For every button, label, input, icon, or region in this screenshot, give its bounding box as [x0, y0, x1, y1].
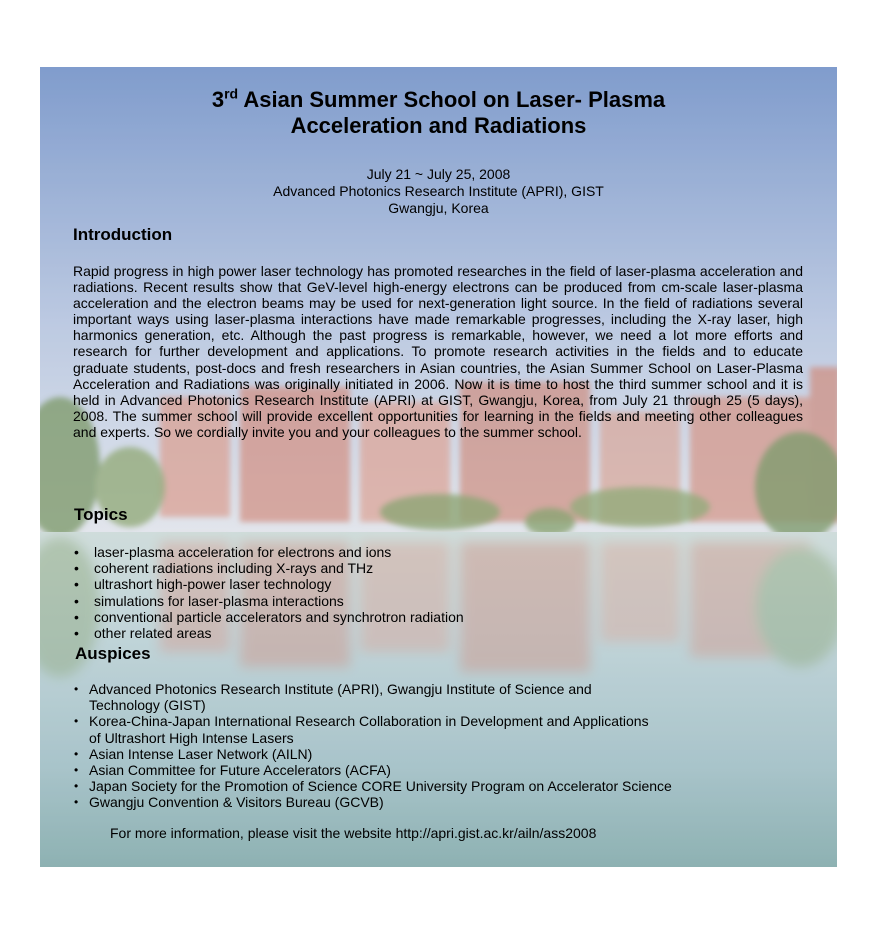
- auspice-line-1: Korea-China-Japan International Research Collaboration in Development and Applications: [89, 713, 649, 730]
- auspice-line-1: Asian Intense Laser Network (AILN): [89, 745, 313, 762]
- list-item: [74, 778, 834, 794]
- footer-text: For more information, please visit the website: [110, 825, 396, 841]
- title-ordinal: 3: [211, 87, 225, 112]
- bullet-icon: •: [74, 795, 79, 810]
- list-item: [74, 609, 464, 625]
- topics-heading: Topics: [74, 505, 128, 524]
- footer-info: [110, 825, 596, 842]
- auspice-line-1: Gwangju Convention & Visitors Bureau (GCVB): [89, 794, 384, 811]
- topic-text: other related areas: [94, 625, 212, 642]
- event-dates: July 21 ~ July 25, 2008: [366, 166, 511, 182]
- event-venue: Advanced Photonics Research Institute (APRI), GIST: [273, 183, 604, 199]
- auspices-list: [74, 681, 834, 811]
- auspices-heading: Auspices: [75, 644, 151, 663]
- bullet-icon: •: [74, 544, 79, 560]
- bullet-icon: •: [74, 592, 79, 609]
- topic-text: conventional particle accelerators and synchrotron radiation: [94, 608, 464, 625]
- bullet-icon: •: [74, 682, 79, 696]
- title-line-2: Acceleration and Radiations: [290, 113, 587, 138]
- list-item: [74, 625, 464, 641]
- list-item: [74, 713, 834, 745]
- topics-list: [74, 544, 464, 641]
- list-item: [74, 560, 464, 576]
- list-item: [74, 681, 834, 713]
- list-item: [74, 746, 834, 762]
- bullet-icon: •: [74, 608, 79, 625]
- bullet-icon: •: [74, 576, 79, 593]
- topic-text: ultrashort high-power laser technology: [94, 576, 332, 593]
- list-item: [74, 576, 464, 592]
- event-details: [40, 166, 837, 217]
- bullet-icon: •: [74, 560, 79, 577]
- topic-text: simulations for laser-plasma interactions: [94, 592, 344, 609]
- website-url: http://apri.gist.ac.kr/ailn/ass2008: [395, 825, 597, 841]
- auspice-line-1: Asian Committee for Future Accelerators (ACFA): [89, 762, 391, 779]
- title-line-1-text: Asian Summer School on Laser- Plasma: [238, 87, 666, 112]
- list-item: [74, 762, 834, 778]
- topic-text: laser-plasma acceleration for electrons and ions: [94, 544, 392, 560]
- title-ordinal-suffix: rd: [224, 85, 239, 102]
- list-item: [74, 794, 834, 810]
- introduction-heading: Introduction: [73, 225, 173, 244]
- title-line-1: [40, 87, 837, 113]
- auspice-line-1: Advanced Photonics Research Institute (APRI), Gwangju Institute of Science and: [89, 681, 592, 697]
- bullet-icon: •: [74, 746, 79, 761]
- list-item: [74, 544, 464, 560]
- poster-content: [40, 67, 837, 867]
- event-location: Gwangju, Korea: [388, 200, 489, 216]
- bullet-icon: •: [74, 714, 79, 729]
- auspice-line-1: Japan Society for the Promotion of Science CORE University Program on Accelerator Science: [89, 778, 672, 795]
- list-item: [74, 593, 464, 609]
- auspice-line-2: of Ultrashort High Intense Lasers: [89, 729, 294, 746]
- poster-title: [40, 87, 837, 139]
- poster: [40, 67, 837, 867]
- bullet-icon: •: [74, 779, 79, 794]
- auspice-line-2: Technology (GIST): [89, 697, 206, 714]
- bullet-icon: •: [74, 625, 79, 642]
- bullet-icon: •: [74, 763, 79, 778]
- introduction-body: Rapid progress in high power laser technology has promoted researches in the field of laser-plasma acceleration and radiations. Recent results show that GeV-level high-energy electrons can be produced from cm-scale laser-plasma acceleration and the electron beams may be used for next-generation light source. In the field of radiations several important ways using laser-plasma interactions have made remarkable progresses, including the X-ray laser, high harmonics generation, etc. Although the past progress is remarkable, however, we need a lot more efforts and research for further development and applications. To promote research activities in the fields and to educate graduate students, post-docs and fresh researchers in Asian countries, the Asian Summer School on Laser-Plasma Acceleration and Radiations was originally initiated in 2006. Now it is time to host the third summer school and it is held in Advanced Photonics Research Institute (APRI) at GIST, Gwangju, Korea, from July 21 through 25 (5 days), 2008. The summer school will provide excellent opportunities for learning in the fields and meeting other colleagues and experts. So we cordially invite you and your colleagues to the summer school.: [73, 263, 803, 440]
- topic-text: coherent radiations including X-rays and THz: [94, 560, 374, 577]
